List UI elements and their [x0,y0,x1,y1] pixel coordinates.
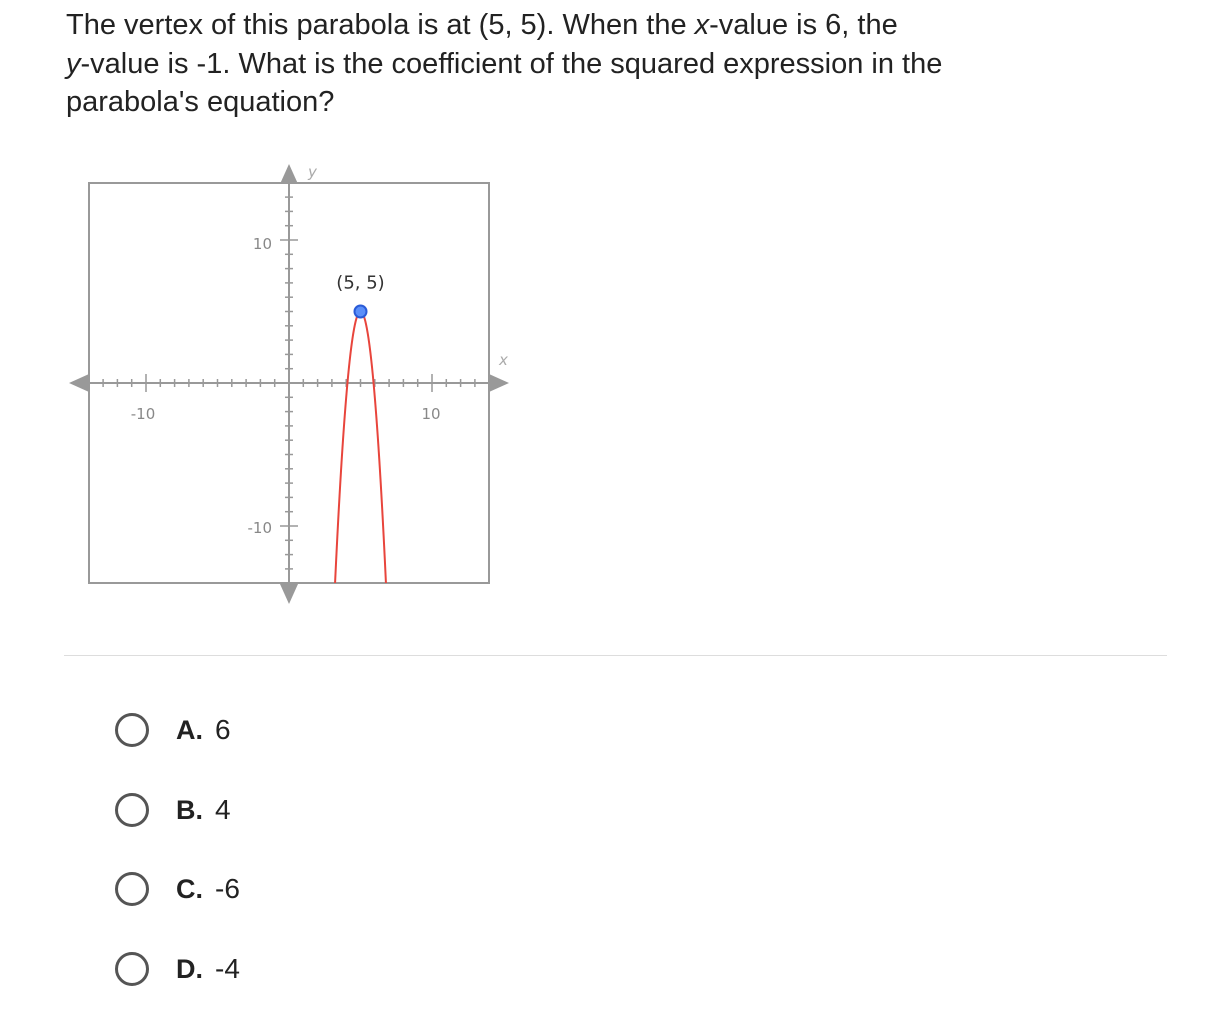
choice-c-letter: C. [176,874,203,904]
x-axis-arrow-left [69,374,89,392]
x-axis-label: x [499,351,508,369]
choice-b[interactable] [112,780,512,860]
x-axis-arrow-right [489,374,509,392]
y-axis-label: y [308,163,317,181]
question-y-variable: y [66,47,81,80]
y-tick-label-10: 10 [252,235,272,253]
radio-button-d[interactable] [115,952,149,986]
choice-d[interactable] [112,939,512,1019]
choice-a[interactable] [112,700,512,780]
y-axis-arrow-down [280,584,298,604]
choice-c-value: -6 [215,873,240,904]
choice-c[interactable] [112,859,512,939]
radio-button-b[interactable] [115,793,149,827]
radio-button-a[interactable] [115,713,149,747]
choice-d-letter: D. [176,953,203,984]
question-x-variable: x [694,9,710,41]
y-axis-arrow-up [280,164,298,184]
question-part2: -value is 6, the [709,9,898,41]
y-tick-label-neg10: -10 [247,519,272,537]
vertex-point [355,306,367,318]
parabola-graph [60,160,530,610]
x-tick-label-10: 10 [421,405,441,423]
question-text [66,6,1066,122]
section-divider [64,655,1167,656]
choice-b-letter: B. [176,794,203,825]
choice-a-value: 6 [215,714,231,745]
question-part3: -value is -1. What is the coefficient of the squared expression in the [80,47,943,80]
answer-choices [112,700,512,1018]
question-part1: The vertex of this parabola is at (5, 5). When the [66,9,695,41]
choice-b-value: 4 [215,793,231,825]
graph-canvas [60,160,530,610]
radio-button-c[interactable] [115,872,149,906]
question-part4: parabola's equation? [66,86,335,118]
choice-d-value: -4 [215,952,240,984]
choice-a-letter: A. [176,715,203,745]
x-tick-label-neg10: -10 [130,405,156,423]
vertex-label: (5, 5) [336,272,385,294]
